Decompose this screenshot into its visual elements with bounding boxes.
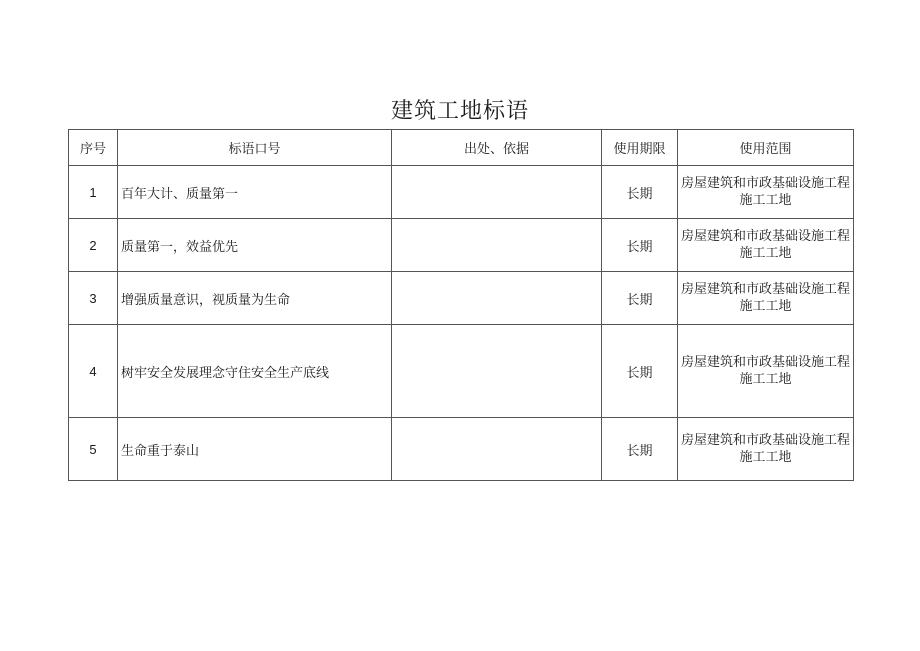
row-slogan: 质量第一，效益优先 [118, 219, 392, 272]
row-index: 2 [69, 219, 118, 272]
header-period: 使用期限 [602, 130, 678, 166]
row-scope-line2: 施工工地 [739, 372, 792, 387]
row-source [392, 219, 602, 272]
row-scope-line1: 房屋建筑和市政基础设施工程 [680, 433, 850, 448]
row-scope-line1: 房屋建筑和市政基础设施工程 [680, 355, 850, 370]
row-slogan: 树牢安全发展理念守住安全生产底线 [118, 325, 392, 418]
row-scope [678, 272, 854, 325]
row-source [392, 418, 602, 481]
row-scope-line2: 施工工地 [739, 299, 792, 314]
row-index: 1 [69, 166, 118, 219]
row-scope [678, 166, 854, 219]
table-header-row [69, 130, 854, 166]
header-scope: 使用范围 [678, 130, 854, 166]
slogan-table [68, 129, 854, 481]
row-index: 5 [69, 418, 118, 481]
table-row [69, 219, 854, 272]
row-slogan: 生命重于泰山 [118, 418, 392, 481]
row-slogan: 增强质量意识，视质量为生命 [118, 272, 392, 325]
table-row [69, 325, 854, 418]
row-index: 3 [69, 272, 118, 325]
row-scope [678, 325, 854, 418]
table-row [69, 418, 854, 481]
row-scope-line1: 房屋建筑和市政基础设施工程 [680, 282, 850, 297]
row-index: 4 [69, 325, 118, 418]
row-scope-line1: 房屋建筑和市政基础设施工程 [680, 176, 850, 191]
row-period: 长期 [602, 418, 678, 481]
table-row [69, 166, 854, 219]
row-slogan: 百年大计、质量第一 [118, 166, 392, 219]
row-scope [678, 418, 854, 481]
row-scope-line1: 房屋建筑和市政基础设施工程 [680, 229, 850, 244]
row-period: 长期 [602, 325, 678, 418]
row-period: 长期 [602, 219, 678, 272]
row-source [392, 325, 602, 418]
header-source: 出处、依据 [392, 130, 602, 166]
row-period: 长期 [602, 166, 678, 219]
row-scope-line2: 施工工地 [739, 193, 792, 208]
row-period: 长期 [602, 272, 678, 325]
document-title: 建筑工地标语 [390, 99, 529, 124]
row-scope-line2: 施工工地 [739, 246, 792, 261]
header-slogan: 标语口号 [118, 130, 392, 166]
row-source [392, 272, 602, 325]
row-scope [678, 219, 854, 272]
row-scope-line2: 施工工地 [739, 450, 792, 465]
table-row [69, 272, 854, 325]
row-source [392, 166, 602, 219]
header-index: 序号 [69, 130, 118, 166]
